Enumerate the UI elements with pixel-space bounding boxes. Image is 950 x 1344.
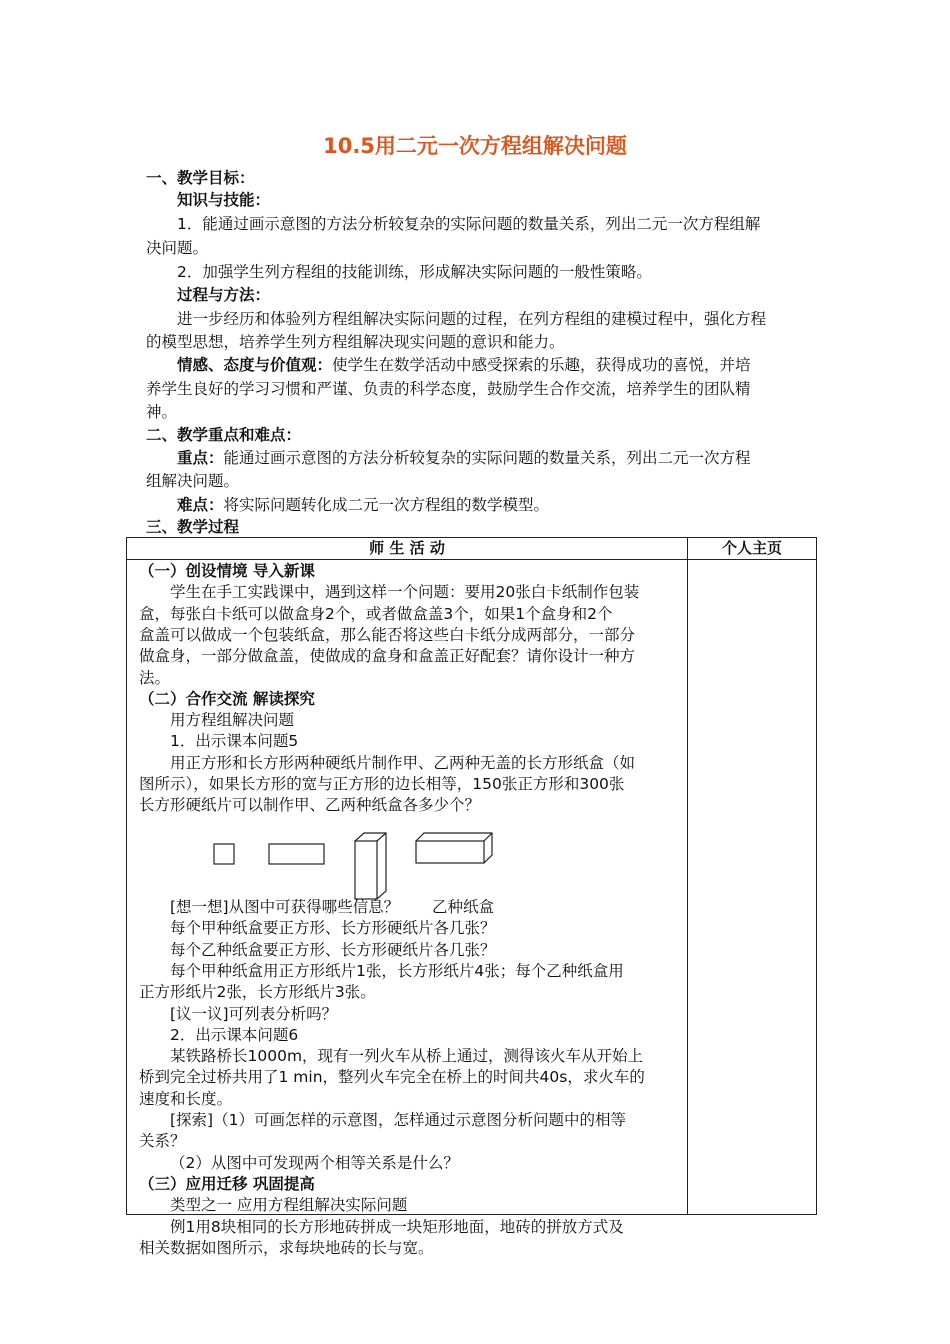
process-text-b: 的模型思想，培养学生列方程组解决现实问题的意识和能力。 [146, 333, 565, 351]
figure-caption-box-b: 乙种纸盒 [432, 898, 495, 916]
activity-text-line: 用方程组解决问题 [170, 711, 295, 730]
section-3-heading: 三、教学过程 [146, 518, 240, 536]
activity-text-line: 类型之一 应用方程组解决实际问题 [170, 1196, 408, 1215]
activity-text-line: 盒盖可以做成一个包装纸盒，那么能否将这些白卡纸分成两部分，一部分 [139, 625, 636, 644]
process-text-a: 进一步经历和体验列方程组解决实际问题的过程，在列方程组的建模过程中，强化方程 [177, 310, 767, 328]
emotion-text-b: 养学生良好的学习习惯和严谨、负责的科学态度，鼓励学生合作交流，培养学生的团队精 [146, 380, 751, 398]
activity-text-line: 学生在手工实践课中，遇到这样一个问题：要用20张白卡纸制作包装 [170, 583, 640, 602]
homepage-header: 个人主页 [688, 538, 817, 560]
square-sheet-shape [214, 844, 234, 864]
knowledge-item-2: 2．加强学生列方程组的技能训练，形成解决实际问题的一般性策略。 [177, 263, 652, 281]
activity-text-line: 速度和长度。 [139, 1089, 233, 1108]
activity-header: 师 生 活 动 [127, 538, 688, 560]
activity-text-line: 关系？ [139, 1132, 186, 1151]
emotion-text-a: 使学生在数学活动中感受探索的乐趣，获得成功的喜悦，并培 [332, 356, 751, 374]
key-point-text-a: 能通过画示意图的方法分析较复杂的实际问题的数量关系，列出二元一次方程 [223, 449, 751, 467]
paper-box-figure [212, 831, 502, 901]
activity-text-line: 做盒身，一部分做盒盖，使做成的盒身和盒盖正好配套？请你设计一种方 [139, 647, 636, 666]
knowledge-item-1a: 1．能通过画示意图的方法分析较复杂的实际问题的数量关系，列出二元一次方程组解 [177, 215, 761, 233]
key-point-line [177, 447, 751, 469]
activity-text-line: 1．出示课本问题5 [170, 732, 299, 751]
key-point-label: 重点： [177, 449, 224, 467]
activity-text-line: 每个甲种纸盒用正方形纸片1张，长方形纸片4张；每个乙种纸盒用 [170, 961, 624, 980]
rectangle-sheet-shape [269, 844, 324, 864]
activity-text-line: 某铁路桥长1000m，现有一列火车从桥上通过，测得该火车从开始上 [170, 1047, 644, 1066]
emotion-line-a [177, 354, 751, 376]
activity-text-line: 相关数据如图所示，求每块地砖的长与宽。 [139, 1238, 434, 1257]
activity-text-line: 长方形硬纸片可以制作甲、乙两种纸盒各多少个？ [139, 796, 481, 815]
section-2-heading: 二、教学重点和难点： [146, 426, 302, 444]
knowledge-label: 知识与技能： [177, 191, 271, 209]
page-title: 10.5用二元一次方程组解决问题 [323, 134, 627, 158]
activity-text-line: 图所示），如果长方形的宽与正方形的边长相等，150张正方形和300张 [139, 775, 625, 793]
section-subheading: （二）合作交流 解读探究 [139, 689, 315, 708]
activity-text-line: 例1用8块相同的长方形地砖拼成一块矩形地面，地砖的拼放方式及 [170, 1217, 624, 1236]
activity-text-line: [探索]（1）可画怎样的示意图，怎样通过示意图分析问题中的相等 [170, 1111, 626, 1129]
knowledge-item-1b: 决问题。 [146, 239, 209, 257]
box-b-shape [416, 833, 492, 863]
section-1-heading: 一、教学目标： [146, 169, 255, 187]
activity-cell [127, 560, 688, 1257]
section-subheading: （三）应用迁移 巩固提高 [139, 1174, 315, 1193]
activity-text-line: 法。 [139, 668, 171, 687]
key-point-text-b: 组解决问题。 [146, 472, 240, 490]
activity-text-line: [想一想]从图中可获得哪些信息？ [170, 898, 400, 916]
homepage-cell [688, 560, 817, 1215]
activity-text-line: 桥到完全过桥共用了1 min，整列火车完全在桥上的时间共40s，求火车的 [139, 1068, 645, 1087]
section-subheading: （一）创设情境 导入新课 [139, 562, 315, 580]
activity-text-line: 正方形纸片2张，长方形纸片3张。 [139, 983, 376, 1002]
activity-text-line: 2．出示课本问题6 [170, 1025, 299, 1044]
difficulty-line [177, 494, 549, 516]
activity-text-line: （2）从图中可发现两个相等关系是什么？ [170, 1153, 459, 1172]
difficulty-label: 难点： [177, 496, 224, 514]
activity-text-line: 每个甲种纸盒要正方形、长方形硬纸片各几张？ [170, 919, 496, 938]
lesson-table [126, 537, 817, 1257]
difficulty-text: 将实际问题转化成二元一次方程组的数学模型。 [223, 496, 550, 514]
activity-text-line: [议一议]可列表分析吗？ [170, 1004, 338, 1023]
emotion-label: 情感、态度与价值观： [177, 356, 333, 374]
activity-text-line: 每个乙种纸盒要正方形、长方形硬纸片各几张？ [170, 940, 496, 959]
activity-text-line: 用正方形和长方形两种硬纸片制作甲、乙两种无盖的长方形纸盒（如 [170, 753, 636, 772]
box-a-shape [355, 833, 386, 899]
process-label: 过程与方法： [177, 286, 271, 304]
emotion-text-c: 神。 [146, 403, 178, 421]
activity-text-line: 盒，每张白卡纸可以做盒身2个，或者做盒盖3个，如果1个盒身和2个 [139, 604, 613, 623]
